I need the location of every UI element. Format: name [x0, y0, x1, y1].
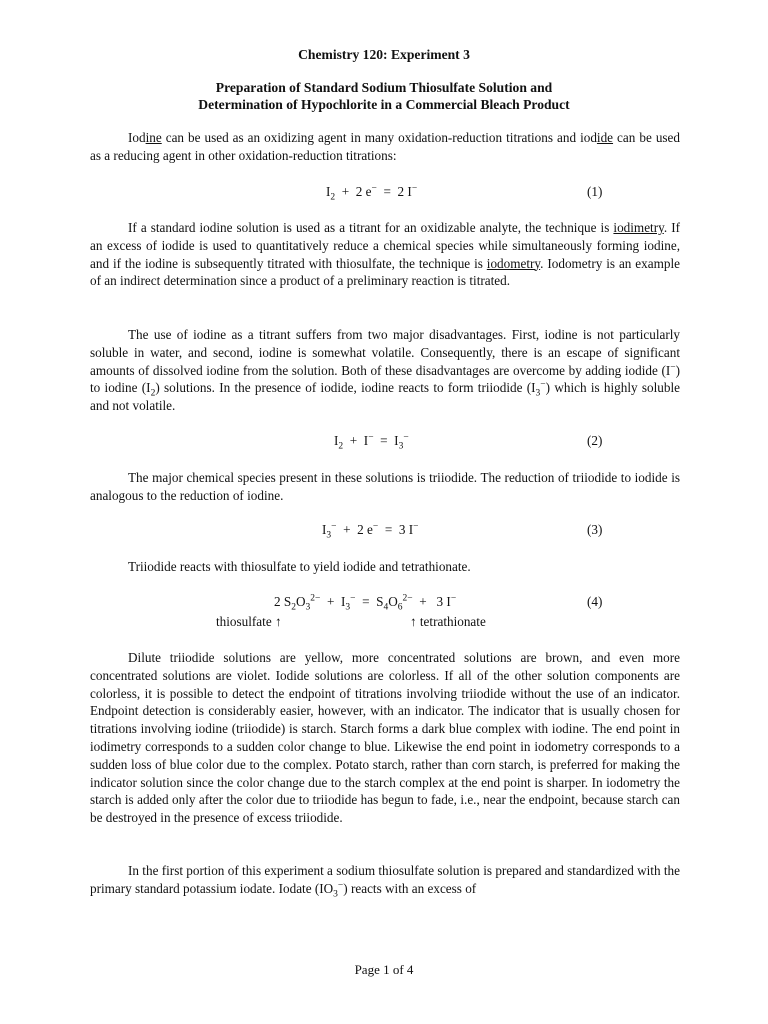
text-run: can be used as a reducing agent in other oxidation-reduction titrations:	[90, 130, 680, 163]
underlined-term: iodometry	[486, 255, 541, 271]
text-run: In the first portion of this experiment a sodium thiosulfate solution is prepared and standardized with the primary standard potassium iodate. Iodate (IO	[90, 863, 680, 896]
document-title: Chemistry 120: Experiment 3	[298, 47, 470, 62]
text-run: Dilute triiodide solutions are yellow, more concentrated solutions are brown, and even more concentrated solutions are violet. Iodide solutions are colorless. If all of the other solution components are colorless, it is possible to detect the endpoint of titrations involving triiodide without the use of an indicator. Endpoint detection is considerably easier, however, with an indicator. The indicator that is usually chosen for titrations involving iodine (triiodide) is starch. Starch forms a dark blue complex with iodine. The end point in iodimetry corresponds to a sudden color change to blue. Likewise the end point in iodometry corresponds to a sudden loss of blue color due to the complex. Potato starch, rather than corn starch, is preferred for making the indicator solution since the color change due to the starch complex at the end point is sharper. In iodometry the starch is added only after the color due to triiodide has begun to fade, i.e., near the endpoint, because starch can be destroyed in the presence of excess triiodide.	[90, 650, 680, 826]
text-run: The use of iodine as a titrant suffers from two major disadvantages. First, iodine is not particularly soluble in water, and second, iodine is somewhat volatile. Consequently, there is an escape of significant amounts of dissolved iodine from the solution. Both of these disadvantages are overcome by adding iodide (I	[90, 327, 680, 378]
equation-expression: $I_2 + 2$ e− = 2 I−	[326, 183, 418, 203]
text-run: can be used as an oxidizing agent in many oxidation-reduction titrations and iod	[161, 130, 597, 145]
equation-1	[0, 184, 768, 202]
paragraph-iodimetry	[90, 219, 680, 290]
equation-number: (1)	[587, 184, 603, 199]
equation-number: (4)	[587, 594, 603, 609]
underlined-term: iodimetry	[613, 220, 664, 235]
text-run: If a standard iodine solution is used as a titrant for an oxidizable analyte, the technique is	[128, 220, 614, 235]
equation-expression: 2 $S_2O_3^{2-} + I_3^- = S_4O_6^{2-} + 3$ I−	[274, 593, 457, 613]
page-number: Page 1 of 4	[354, 962, 414, 977]
text-run: ) solutions. In the presence of iodide, iodine reacts to form triiodide (I	[155, 380, 536, 396]
document-subtitle	[0, 79, 768, 113]
text-run: ) which is highly soluble and not volatile.	[90, 380, 680, 414]
paragraph-triiodide	[90, 469, 680, 505]
paragraph-indicator	[90, 649, 680, 827]
underlined-text: ide	[596, 130, 614, 145]
text-run: ) reacts with an excess of	[343, 880, 477, 896]
text-run: The major chemical species present in these solutions is triiodide. The reduction of triiodide to iodide is analogous to the reduction of iodine.	[90, 470, 680, 503]
underlined-text: ine	[145, 130, 162, 145]
subtitle-line-2: Determination of Hypochlorite in a Commercial Bleach Product	[198, 97, 570, 112]
paragraph-first-portion: In the first portion of this experiment a sodium thiosulfate solution is prepared and standardized with the primary standard potassium iodate. Iodate $(IO_3^-)$ reacts with an excess of	[90, 863, 680, 900]
equation-expression: $I_2 + I^- = I_3^-$	[334, 432, 409, 452]
label-thiosulfate: thiosulfate ↑	[216, 614, 282, 629]
equation-number: (2)	[587, 433, 603, 448]
equation-4	[0, 594, 768, 612]
paragraph-disadvantages: The use of iodine as a titrant suffers from two major disadvantages. First, iodine is not particularly soluble in water, and second, iodine is somewhat volatile. Consequently, there is an escape of significant amounts of dissolved iodine from the solution. Both of these disadvantages are overcome by adding iodide (I−) to iodine $(I_2)$ solutions. In the presence of iodide, iodine reacts to form triiodide $(I_3^-)$ which is highly soluble and not volatile.	[90, 327, 680, 414]
equation-expression: $I_3^- + 2$ e− = 3 I−	[322, 521, 419, 541]
subtitle-line-1: Preparation of Standard Sodium Thiosulfate Solution and	[215, 80, 553, 95]
paragraph-thiosulfate	[90, 558, 680, 576]
text-run: . Iodometry is an example of an indirect determination since a product of a preliminary reaction is titrated.	[90, 255, 680, 289]
equation-number: (3)	[587, 522, 603, 537]
paragraph-intro	[90, 129, 680, 165]
text-run: Iod	[128, 130, 146, 145]
equation-2	[0, 433, 768, 451]
equation-3	[0, 522, 768, 540]
text-run: ) to iodine (I	[90, 362, 680, 396]
text-run: Triiodide reacts with thiosulfate to yield iodide and tetrathionate.	[128, 559, 471, 574]
text-run: . If an excess of iodide is used to quantitatively reduce a chemical species while simultaneously forming iodine, and if the iodine is subsequently titrated with thiosulfate, the technique is	[90, 220, 680, 271]
label-tetrathionate: ↑ tetrathionate	[410, 614, 486, 629]
